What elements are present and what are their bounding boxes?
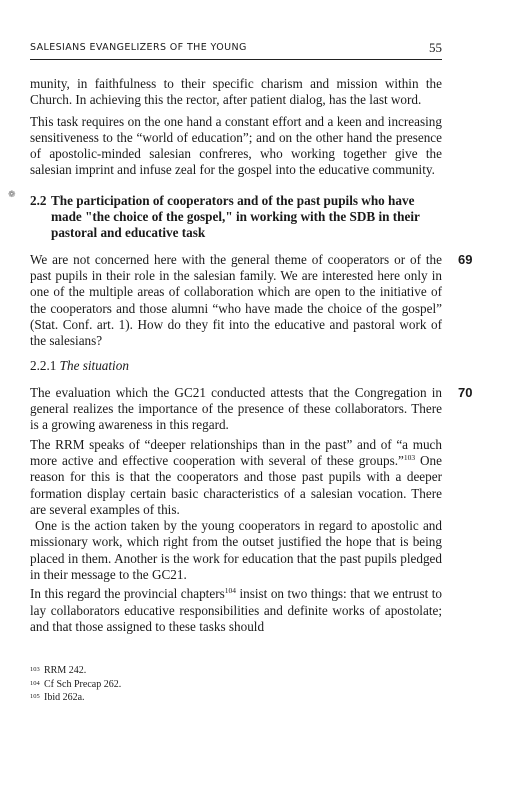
- subsection-title: The situation: [59, 358, 129, 374]
- paragraph-5-text-b: One reason for this is that the cooperators and those past pupils with a deeper formation display certain basic characteristics of a salesian vocation. There are several examples of this.: [30, 452, 442, 517]
- footnote-mark: 104: [30, 679, 40, 687]
- footnote-item: [30, 678, 442, 692]
- footnote-item: [30, 664, 442, 678]
- paragraph-7-text-b: insist on two things: that we entrust to lay collaborators educative responsibilities and definite works of apostolate; and that those assigned to these tasks should: [30, 586, 442, 634]
- margin-number-70: 70: [458, 384, 473, 400]
- body-text: [30, 76, 473, 635]
- section-heading: [30, 193, 442, 242]
- paragraph-4: The evaluation which the GC21 conducted attests that the Congregation in general realizes the importance of the presence of these collaborators. There is a growing awareness in this regard.: [30, 384, 442, 433]
- paragraph-2: This task requires on the one hand a constant effort and a keen and increasing sensitiveness to the “world of education”; and on the other hand the presence of apostolic-minded salesian confreres, who working together give the salesian imprint and infuse zeal for the gospel into the educative community.: [30, 113, 442, 178]
- footnote-item: [30, 691, 442, 705]
- section-title: The participation of cooperators and of the past pupils who have made "the choice of the gospel," in working with the SDB in their pastoral and educative task: [51, 192, 420, 241]
- footnotes: [30, 664, 442, 705]
- page-header: [30, 40, 442, 56]
- scan-mark-icon: ❁: [8, 189, 16, 199]
- paragraph-3: We are not concerned here with the general theme of cooperators or of the past pupils in their role in the salesian family. We are interested here only in one of the multiple areas of collaboration which are open to the initiative of the cooperators and those alumni “who have made the choice of the gospel” (Stat. Conf. art. 1). How do they fit into the educative and pastoral work of the salesians?: [30, 251, 442, 349]
- footnote-ref-103: 103: [403, 452, 416, 462]
- paragraph-4-block: [30, 384, 473, 434]
- running-head: SALESIANS EVANGELIZERS OF THE YOUNG: [30, 42, 247, 53]
- footnote-ref-104: 104: [224, 586, 236, 596]
- paragraph-6: One is the action taken by the young cooperators in regard to apostolic and missionary work, which right from the outset justified the hope that is being placed in them. Another is the work for education that the past pupils pledged in their message to the GC21.: [30, 518, 442, 583]
- footnote-mark: 103: [30, 666, 40, 673]
- paragraph-7-text-a: In this regard the provincial chapters: [30, 586, 225, 602]
- section-number: 2.2: [30, 192, 47, 208]
- footnote-text: RRM 242.: [44, 665, 87, 676]
- paragraph-5-text-a: The RRM speaks of “deeper relationships than in the past” and of “a much more active and effective cooperation with several of these groups.”: [30, 436, 442, 468]
- subsection-heading: [30, 358, 442, 374]
- footnote-text: Ibid 262a.: [44, 692, 85, 703]
- footnote-mark: 105: [30, 693, 40, 700]
- header-rule: [30, 59, 442, 60]
- margin-number-69: 69: [458, 251, 473, 267]
- page-number: 55: [429, 40, 442, 55]
- paragraph-3-block: [30, 251, 473, 350]
- footnote-text: Cf Sch Precap 262.: [44, 678, 122, 690]
- paragraph-1: munity, in faithfulness to their specific charism and mission within the Church. In achieving this the rector, after patient dialog, has the last word.: [30, 76, 442, 108]
- subsection-number: 2.2.1: [30, 358, 57, 374]
- paragraph-5: [30, 437, 442, 518]
- paragraph-7: [30, 586, 442, 635]
